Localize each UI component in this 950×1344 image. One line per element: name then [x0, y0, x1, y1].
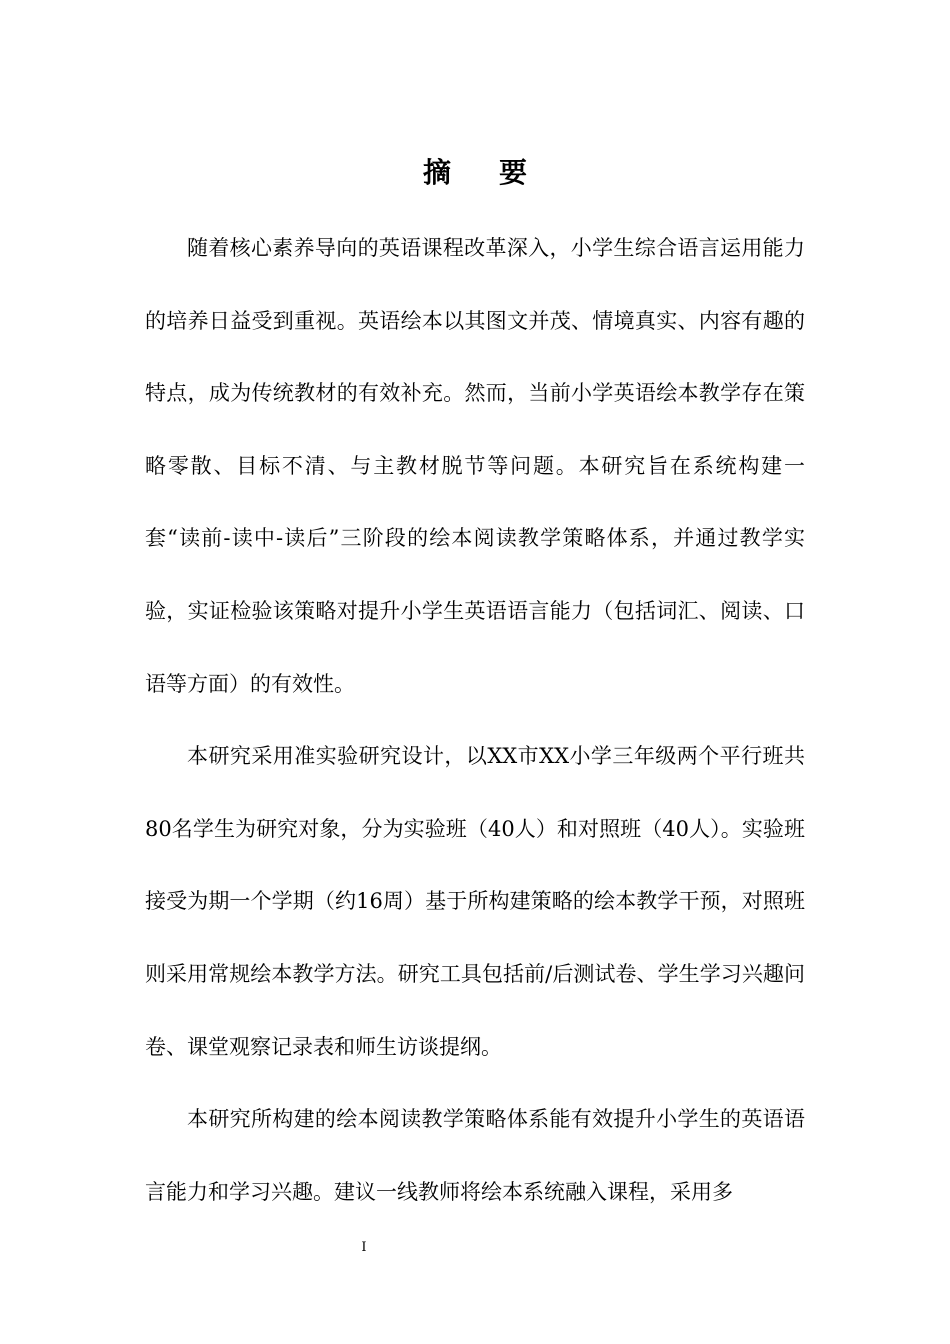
abstract-paragraph-2: 本研究采用准实验研究设计，以XX市XX小学三年级两个平行班共80名学生为研究对象，分为实验班（40人）和对照班（40人）。实验班接受为期一个学期（约16周）基于所构建策略的绘本教学干预，对照班则采用常规绘本教学方法。研究工具包括前/后测试卷、学生学习兴趣问卷、课堂观察记录表和师生访谈提纲。	[145, 744, 805, 1059]
abstract-paragraph-1: 随着核心素养导向的英语课程改革深入，小学生综合语言运用能力的培养日益受到重视。英语绘本以其图文并茂、情境真实、内容有趣的特点，成为传统教材的有效补充。然而，当前小学英语绘本教学存在策略零散、目标不清、与主教材脱节等问题。本研究旨在系统构建一套“读前-读中-读后”三阶段的绘本阅读教学策略体系，并通过教学实验，实证检验该策略对提升小学生英语语言能力（包括词汇、阅读、口语等方面）的有效性。	[145, 236, 805, 696]
abstract-title: 摘要	[422, 155, 575, 189]
page-number: I	[361, 1240, 367, 1255]
abstract-paragraph-3: 本研究所构建的绘本阅读教学策略体系能有效提升小学生的英语语言能力和学习兴趣。建议一线教师将绘本系统融入课程，采用多	[145, 1107, 805, 1204]
abstract-body	[145, 212, 805, 1228]
